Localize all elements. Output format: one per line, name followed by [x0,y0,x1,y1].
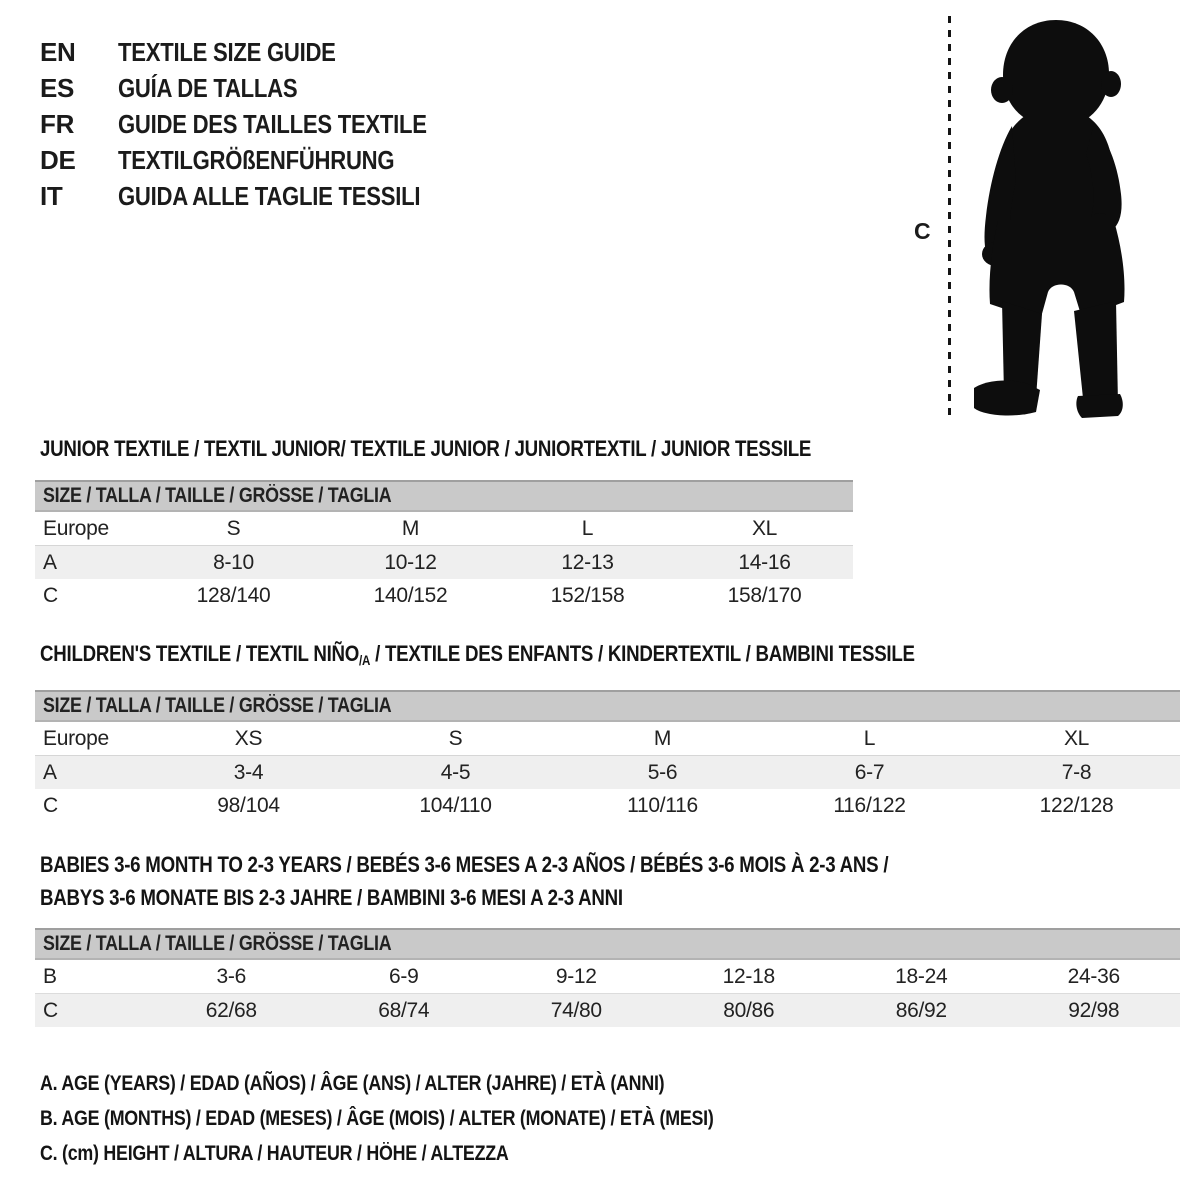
row-label-cell: Europe [35,512,145,546]
table-row-months [35,960,1180,994]
language-code: DE [40,144,76,175]
value-cell: 6-9 [389,964,419,988]
size-cell: S [145,512,322,546]
babies-section-heading [40,848,1038,914]
guide-title-es: GUÍA DE TALLAS [118,72,298,103]
row-label-cell: Europe [35,722,145,756]
value-cell: 80/86 [663,994,836,1028]
row-label-cell: C [43,793,58,817]
junior-size-header-bar [35,480,853,512]
junior-heading-text: JUNIOR TEXTILE / TEXTIL JUNIOR/ TEXTILE JUNIOR / JUNIORTEXTIL / JUNIOR TESSILE [40,436,812,461]
row-label-cell: A [35,546,145,580]
value-cell: 10-12 [322,546,499,580]
babies-heading-line2: BABYS 3-6 MONATE BIS 2-3 JAHRE / BAMBINI 3-6 MESI A 2-3 ANNI [40,885,623,910]
row-label-cell: C [43,583,58,607]
size-cell: XS [145,722,352,756]
row-label-cell: C [35,994,145,1028]
size-cell: XL [973,722,1180,756]
table-row-europe [35,512,853,546]
legend-line-c [40,1136,832,1171]
legend-line-b [40,1101,832,1136]
table-row-age [35,756,1180,790]
value-cell: 104/110 [419,793,492,817]
table-row-age [35,546,853,580]
guide-title-fr: GUIDE DES TAILLES TEXTILE [118,108,427,139]
value-cell: 98/104 [217,793,280,817]
babies-heading-line2-wrap [40,881,1038,914]
junior-section-heading [40,436,947,462]
legend-text-c: C. (cm) HEIGHT / ALTURA / HAUTEUR / HÖHE / ALTEZZA [40,1142,509,1165]
heading-part: CHILDREN'S TEXTILE / TEXTIL NIÑO [40,641,360,666]
size-cell: S [352,722,559,756]
legend-text-a: A. AGE (YEARS) / EDAD (AÑOS) / ÂGE (ANS) / ALTER (JAHRE) / ETÀ (ANNI) [40,1072,665,1095]
size-cell: XL [676,512,853,546]
guide-title-it: GUIDA ALLE TAGLIE TESSILI [118,180,421,211]
value-cell: 158/170 [727,583,802,607]
size-cell: M [559,722,766,756]
children-size-table [35,722,1180,822]
language-title-list [40,34,481,214]
value-cell: 6-7 [766,756,973,790]
children-size-header-bar [35,690,1180,722]
value-cell: 122/128 [1039,793,1114,817]
value-cell: 62/68 [145,994,318,1028]
size-header-text: SIZE / TALLA / TAILLE / GRÖSSE / TAGLIA [43,694,392,717]
babies-heading-line1-wrap [40,848,1038,881]
value-cell: 140/152 [373,583,448,607]
guide-title-en: TEXTILE SIZE GUIDE [118,36,336,67]
language-row-en [40,34,481,70]
babies-heading-line1: BABIES 3-6 MONTH TO 2-3 YEARS / BEBÉS 3-6 MESES A 2-3 AÑOS / BÉBÉS 3-6 MOIS À 2-3 ANS / [40,852,889,877]
legend-line-a [40,1066,832,1101]
toddler-silhouette-icon [966,14,1136,418]
value-cell: 152/158 [550,583,625,607]
language-row-fr [40,106,481,142]
value-cell: 12-18 [722,964,775,988]
size-cell: M [322,512,499,546]
value-cell: 9-12 [555,964,597,988]
babies-size-table [35,960,1180,1027]
size-header-text: SIZE / TALLA / TAILLE / GRÖSSE / TAGLIA [43,484,392,507]
height-figure [900,8,1160,423]
junior-size-table [35,512,853,612]
value-cell: 5-6 [559,756,766,790]
table-row-height [35,994,1180,1028]
language-code: FR [40,108,75,139]
table-row-height [35,789,1180,822]
value-cell: 68/74 [318,994,491,1028]
children-section-heading [40,641,1069,668]
value-cell: 4-5 [352,756,559,790]
value-cell: 3-4 [145,756,352,790]
value-cell: 14-16 [676,546,853,580]
language-code: IT [40,180,63,211]
value-cell: 7-8 [973,756,1180,790]
row-label-cell: B [43,964,57,988]
language-code: ES [40,72,75,103]
guide-title-de: TEXTILGRÖßENFÜHRUNG [118,144,395,175]
value-cell: 8-10 [145,546,322,580]
value-cell: 12-13 [499,546,676,580]
value-cell: 92/98 [1008,994,1181,1028]
language-row-it [40,178,481,214]
value-cell: 3-6 [216,964,246,988]
language-row-de [40,142,481,178]
value-cell: 74/80 [490,994,663,1028]
row-label-cell: A [35,756,145,790]
legend-text-b: B. AGE (MONTHS) / EDAD (MESES) / ÂGE (MOIS) / ALTER (MONATE) / ETÀ (MESI) [40,1107,714,1130]
value-cell: 128/140 [196,583,271,607]
height-dashed-line [948,16,951,418]
heading-part: / TEXTILE DES ENFANTS / KINDERTEXTIL / BAMBINI TESSILE [370,641,915,666]
language-code: EN [40,36,76,67]
table-row-europe [35,722,1180,756]
value-cell: 110/116 [627,793,698,817]
measurement-legend [40,1066,832,1171]
value-cell: 116/122 [833,793,906,817]
size-cell: L [766,722,973,756]
children-heading-text [40,641,915,668]
language-row-es [40,70,481,106]
height-measure-label: C [914,218,931,244]
babies-size-header-bar [35,928,1180,960]
size-header-text: SIZE / TALLA / TAILLE / GRÖSSE / TAGLIA [43,932,392,955]
value-cell: 18-24 [895,964,948,988]
table-row-height [35,579,853,612]
size-cell: L [499,512,676,546]
value-cell: 86/92 [835,994,1008,1028]
heading-subscript: /A [359,653,371,668]
value-cell: 24-36 [1067,964,1120,988]
